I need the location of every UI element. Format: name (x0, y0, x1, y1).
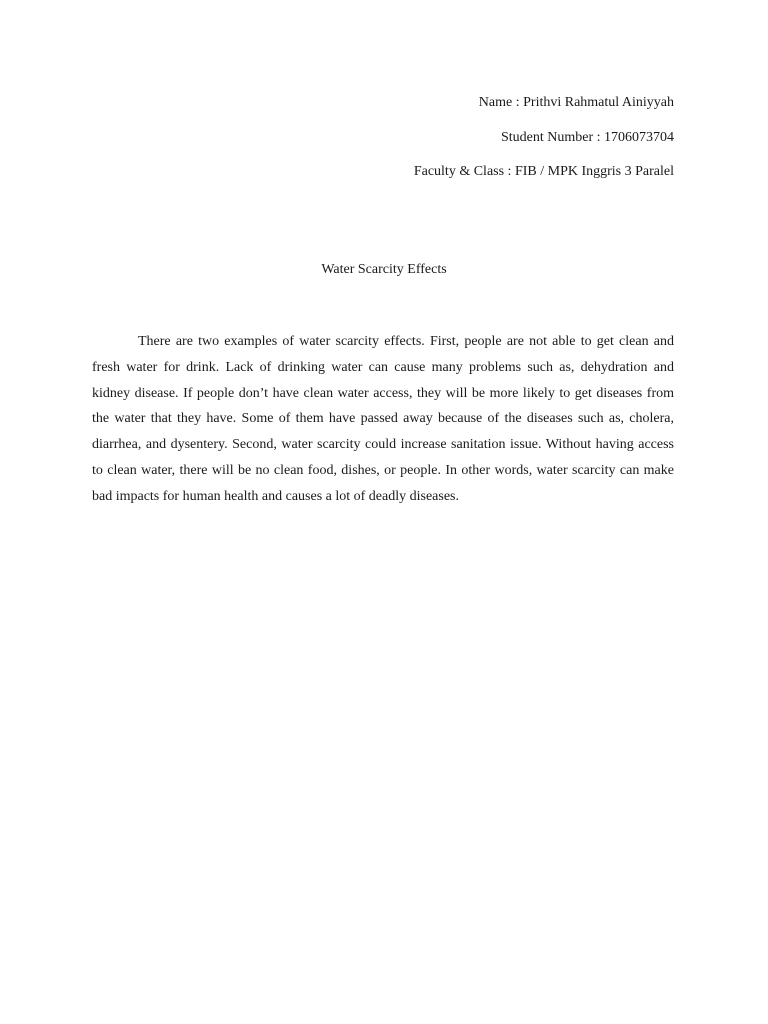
student-info-header (414, 86, 674, 190)
student-name: Name : Prithvi Rahmatul Ainiyyah (478, 95, 674, 110)
faculty-class: Faculty & Class : FIB / MPK Inggris 3 Paralel (413, 164, 674, 179)
body-paragraph: There are two examples of water scarcity effects. First, people are not able to get clean and fresh water for drink. Lack of drinking water can cause many problems such as, dehydration and kidney disease. If people don’t have clean water access, they will be more likely to get diseases from the water that they have. Some of them have passed away because of the diseases such as, cholera, diarrhea, and dysentery. Second, water scarcity could increase sanitation issue. Without having access to clean water, there will be no clean food, dishes, or people. In other words, water scarcity can make bad impacts for human health and causes a lot of deadly diseases. (92, 334, 674, 504)
document-title: Water Scarcity Effects (321, 262, 447, 277)
student-number: Student Number : 1706073704 (500, 129, 674, 145)
